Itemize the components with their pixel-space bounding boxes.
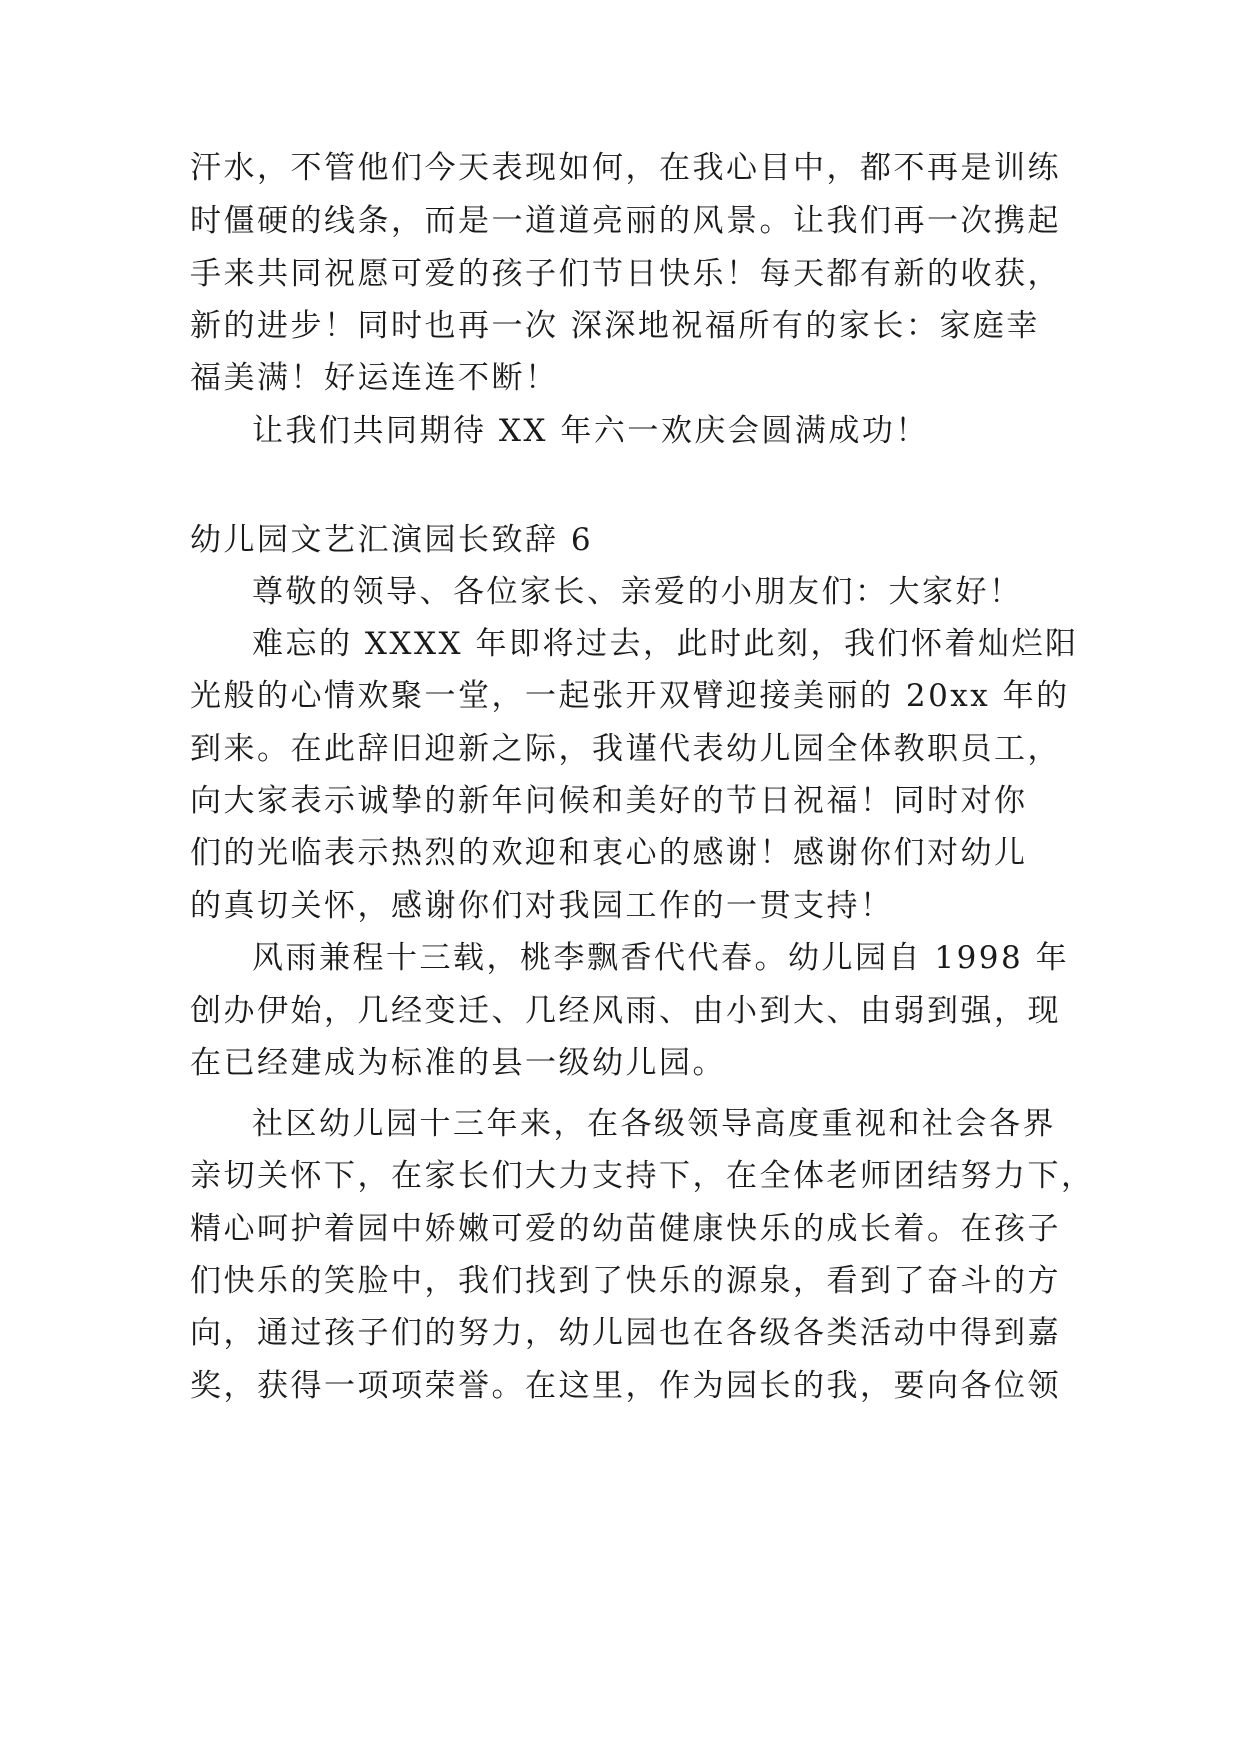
text-line: 奖，获得一项项荣誉。在这里，作为园长的我，要向各位领 [190,1368,1061,1404]
text-line: 精心呵护着园中娇嫩可爱的幼苗健康快乐的成长着。在孩子 [190,1211,1061,1247]
closing-line: 让我们共同期待 XX 年六一欢庆会圆满成功！ [252,413,929,449]
text-line: 风雨兼程十三载，桃李飘香代代春。幼儿园自 1998 年 [252,940,1070,976]
text-line: 的真切关怀，感谢你们对我园工作的一贯支持！ [190,888,894,924]
text-line: 亲切关怀下，在家长们大力支持下，在全体老师团结努力下， [190,1158,1095,1194]
text-line: 们快乐的笑脸中，我们找到了快乐的源泉，看到了奋斗的方 [190,1263,1061,1299]
text-line: 创办伊始，几经变迁、几经风雨、由小到大、由弱到强，现 [190,993,1061,1029]
text-line: 在已经建成为标准的县一级幼儿园。 [190,1045,726,1081]
text-line: 社区幼儿园十三年来，在各级领导高度重视和社会各界 [252,1106,1056,1142]
text-line: 向大家表示诚挚的新年问候和美好的节日祝福！同时对你 [190,783,1028,819]
text-line: 汗水，不管他们今天表现如何，在我心目中，都不再是训练 [190,150,1061,186]
text-line: 福美满！好运连连不断！ [190,360,559,396]
text-line: 难忘的 XXXX 年即将过去，此时此刻，我们怀着灿烂阳 [252,626,1079,662]
text-line: 新的进步！同时也再一次 深深地祝福所有的家长：家庭幸 [190,308,1040,344]
text-line: 时僵硬的线条，而是一道道亮丽的风景。让我们再一次携起 [190,203,1061,239]
greeting-line: 尊敬的领导、各位家长、亲爱的小朋友们：大家好！ [252,574,1023,610]
text-line: 们的光临表示热烈的欢迎和衷心的感谢！感谢你们对幼儿 [190,835,1028,871]
text-line: 向，通过孩子们的努力，幼儿园也在各级各类活动中得到嘉 [190,1315,1061,1351]
section-title: 幼儿园文艺汇演园长致辞 6 [190,522,594,558]
text-line: 到来。在此辞旧迎新之际，我谨代表幼儿园全体教职员工， [190,731,1061,767]
text-line: 光般的心情欢聚一堂，一起张开双臂迎接美丽的 20xx 年的 [190,678,1070,714]
text-line: 手来共同祝愿可爱的孩子们节日快乐！每天都有新的收获， [190,256,1061,292]
